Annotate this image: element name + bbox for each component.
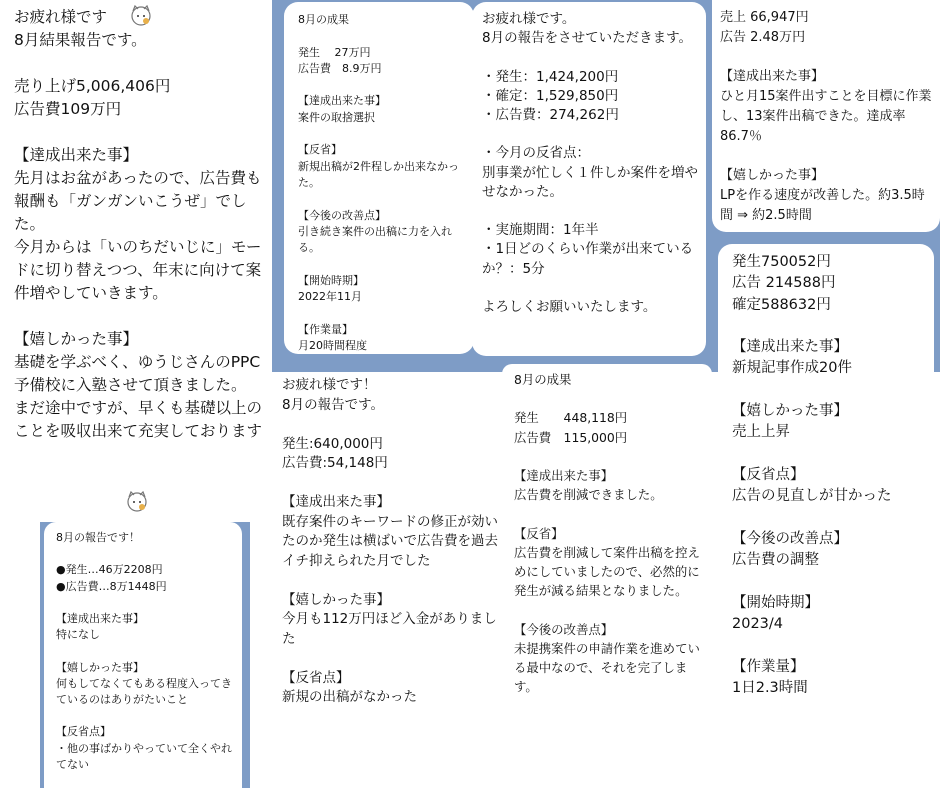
report-text-5: 発生750052円 広告 214588円 確定588632円 【達成出来た事】 新規記事作成20件 【嬉しかった事】 売上上昇 【反省点】 広告の見直しが甘かった 【今後の改善点】 広告費の調整 【開始時期】 2023/4 【作業量】 1日2.3時間 (732, 254, 892, 696)
report-card-2 (284, 2, 474, 354)
report-text-3: お疲れ様です。 8月の報告をさせていただきます。 ・発生：1,424,200円 ・確定：1,529,850円 ・広告費：274,262円 ・今月の反省点： 別事業が忙しく１件しか案件を増やせなかった。 ・実施期間：1年半 ・1日どのくらい作業が出来ているか？：5分 よろしくお願いいたします。 (482, 11, 698, 316)
report-card-6 (278, 372, 500, 744)
report-text-1: お疲れ様です 8月結果報告です。 売り上げ5,006,406円 広告費109万円 【達成出来た事】 先月はお盆があったので、広告費も報酬も「ガンガンいこうぜ」でした。 今月からは「いのちだいじに」モードに切り替えつつ、年末に向けて案件増やしていきます。 【嬉しかった事】 基礎を学ぶべく、ゆうじさんのPPC予備校に入塾させて頂きました。 まだ途中ですが、早くも基礎以上のことを吸収出来て充実しております (14, 8, 263, 440)
report-card-8 (44, 522, 242, 788)
report-card-5 (718, 244, 934, 704)
report-text-2: 8月の成果 発生 27万円 広告費 8.9万円 【達成出来た事】 案件の取捨選択 【反省】 新規出稿が2件程しか出来なかった。 【今後の改善点】 引き続き案件の出稿に力を入れる。 【開始時期】 2022年11月 【作業量】 月20時間程度 (298, 13, 459, 352)
report-card-4 (712, 0, 940, 232)
report-card-1 (0, 0, 272, 522)
report-text-7: 8月の成果 発生 448,118円 広告費 115,000円 【達成出来た事】 広告費を削減できました。 【反省】 広告費を削減して案件出稿を控えめにしていましたので、必然的に発生が減る結果となりました。 【今後の改善点】 未提携案件の申請作業を進めている最中なので、それを完了します。 (514, 372, 700, 695)
report-text-4: 売上 66,947円 広告 2.48万円 【達成出来た事】 ひと月15案件出すことを目標に作業し、13案件出稿できた。達成率86.7％ 【嬉しかった事】 LPを作る速度が改善した。約3.5時間 ⇒ 約2.5時間 (720, 10, 932, 223)
cat-face-icon (128, 4, 154, 26)
report-card-7 (502, 364, 712, 712)
report-card-3 (472, 2, 706, 356)
cat-face-icon (124, 490, 150, 512)
report-text-8: 8月の報告です！ ●発生…46万2208円 ●広告費…8万1448円 【達成出来た事】 特になし 【嬉しかった事】 何もしてなくてもある程度入ってきているのはありがたいこと 【反省点】 ・他の事ばかりやっていて全くやれてない (56, 531, 232, 771)
report-text-6: お疲れ様です！ 8月の報告です。 発生:640,000円 広告費:54,148円 【達成出来た事】 既存案件のキーワードの修正が効いたのか発生は横ばいで広告費を過去イチ抑えられた月でした 【嬉しかった事】 今月も112万円ほど入金がありました 【反省点】 新規の出稿がなかった (282, 377, 498, 705)
